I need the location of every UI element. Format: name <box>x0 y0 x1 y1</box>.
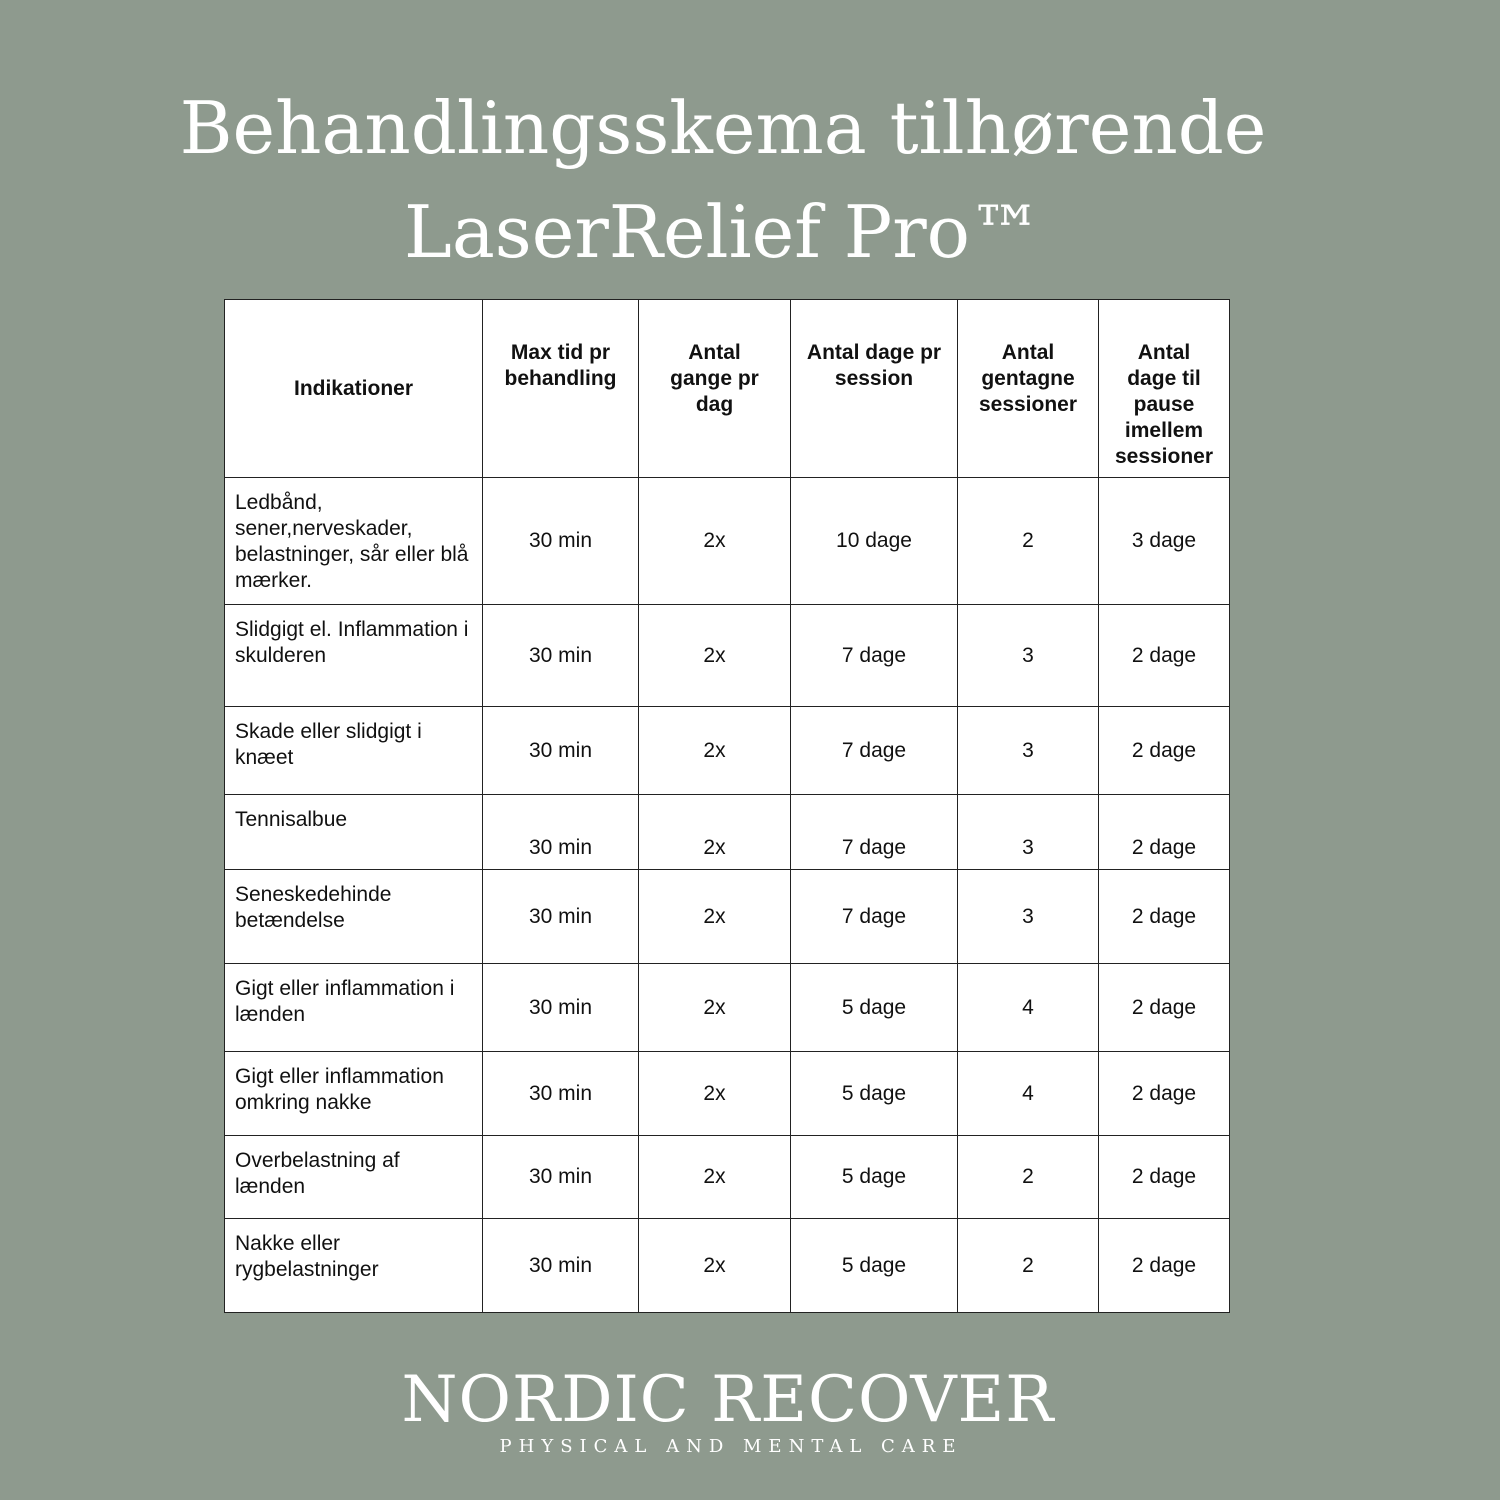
cell-antal-pause: 2 dage <box>1099 1136 1230 1219</box>
cell-antal-gentagne: 3 <box>958 795 1099 870</box>
cell-max-tid: 30 min <box>483 1219 639 1313</box>
table-row <box>225 1136 1230 1219</box>
cell-indikation: Ledbånd, sener,nerveskader, belastninger, sår eller blå mærker. <box>225 478 483 605</box>
cell-antal-gentagne: 2 <box>958 1219 1099 1313</box>
treatment-table-container <box>224 299 1229 1312</box>
cell-antal-pause: 2 dage <box>1099 795 1230 870</box>
cell-antal-pause: 2 dage <box>1099 1219 1230 1313</box>
cell-antal-gange: 2x <box>639 870 791 964</box>
cell-indikation: Tennisalbue <box>225 795 483 870</box>
cell-antal-gentagne: 4 <box>958 1052 1099 1136</box>
cell-indikation: Seneskedehinde betændelse <box>225 870 483 964</box>
cell-antal-gentagne: 3 <box>958 605 1099 707</box>
cell-antal-dage: 10 dage <box>791 478 958 605</box>
cell-antal-dage: 5 dage <box>791 1052 958 1136</box>
cell-indikation: Nakke eller rygbelastninger <box>225 1219 483 1313</box>
cell-antal-gange: 2x <box>639 964 791 1052</box>
cell-max-tid: 30 min <box>483 870 639 964</box>
cell-antal-pause: 2 dage <box>1099 870 1230 964</box>
cell-antal-gentagne: 2 <box>958 1136 1099 1219</box>
cell-max-tid: 30 min <box>483 707 639 795</box>
cell-indikation: Overbelastning af lænden <box>225 1136 483 1219</box>
cell-antal-dage: 5 dage <box>791 1219 958 1313</box>
cell-antal-gentagne: 3 <box>958 707 1099 795</box>
header-cell-antal-dage: Antal dage pr session <box>791 300 958 478</box>
header-cell-antal-gentagne: Antal gentagne sessioner <box>958 300 1099 478</box>
table-row <box>225 1219 1230 1313</box>
cell-antal-dage: 7 dage <box>791 795 958 870</box>
header-cell-indikationer: Indikationer <box>225 300 483 478</box>
cell-max-tid: 30 min <box>483 1136 639 1219</box>
cell-indikation: Slidgigt el. Inflammation i skulderen <box>225 605 483 707</box>
cell-antal-dage: 7 dage <box>791 605 958 707</box>
cell-antal-pause: 2 dage <box>1099 1052 1230 1136</box>
table-row <box>225 795 1230 870</box>
cell-antal-pause: 2 dage <box>1099 707 1230 795</box>
cell-antal-gange: 2x <box>639 795 791 870</box>
page-title-line-2: LaserRelief Pro™ <box>404 190 1042 274</box>
cell-antal-gange: 2x <box>639 478 791 605</box>
cell-max-tid: 30 min <box>483 795 639 870</box>
cell-max-tid: 30 min <box>483 605 639 707</box>
cell-antal-dage: 5 dage <box>791 1136 958 1219</box>
cell-antal-dage: 7 dage <box>791 870 958 964</box>
table-row <box>225 707 1230 795</box>
brand-tagline: PHYSICAL AND MENTAL CARE <box>499 1436 963 1457</box>
header-cell-antal-gange: Antal gange pr dag <box>639 300 791 478</box>
table-row <box>225 478 1230 605</box>
page-title <box>0 76 1446 284</box>
cell-indikation: Gigt eller inflammation i lænden <box>225 964 483 1052</box>
treatment-table <box>224 299 1230 1313</box>
cell-antal-dage: 5 dage <box>791 964 958 1052</box>
table-row <box>225 964 1230 1052</box>
cell-antal-dage: 7 dage <box>791 707 958 795</box>
cell-antal-gentagne: 2 <box>958 478 1099 605</box>
cell-antal-pause: 2 dage <box>1099 605 1230 707</box>
cell-antal-gentagne: 3 <box>958 870 1099 964</box>
cell-antal-gange: 2x <box>639 707 791 795</box>
cell-max-tid: 30 min <box>483 1052 639 1136</box>
cell-antal-pause: 3 dage <box>1099 478 1230 605</box>
table-row <box>225 870 1230 964</box>
cell-max-tid: 30 min <box>483 478 639 605</box>
page-title-line-1: Behandlingsskema tilhørende <box>179 86 1267 170</box>
cell-antal-gange: 2x <box>639 1052 791 1136</box>
cell-antal-gange: 2x <box>639 605 791 707</box>
cell-indikation: Skade eller slidgigt i knæet <box>225 707 483 795</box>
header-cell-antal-pause: Antal dage til pause imellem sessioner <box>1099 300 1230 478</box>
cell-antal-pause: 2 dage <box>1099 964 1230 1052</box>
header-cell-max-tid: Max tid pr behandling <box>483 300 639 478</box>
cell-antal-gange: 2x <box>639 1219 791 1313</box>
cell-antal-gentagne: 4 <box>958 964 1099 1052</box>
cell-antal-gange: 2x <box>639 1136 791 1219</box>
table-row <box>225 605 1230 707</box>
table-header-row <box>225 300 1230 478</box>
cell-max-tid: 30 min <box>483 964 639 1052</box>
brand-logo-name: NORDIC RECOVER <box>401 1363 1055 1437</box>
cell-indikation: Gigt eller inflammation omkring nakke <box>225 1052 483 1136</box>
table-row <box>225 1052 1230 1136</box>
